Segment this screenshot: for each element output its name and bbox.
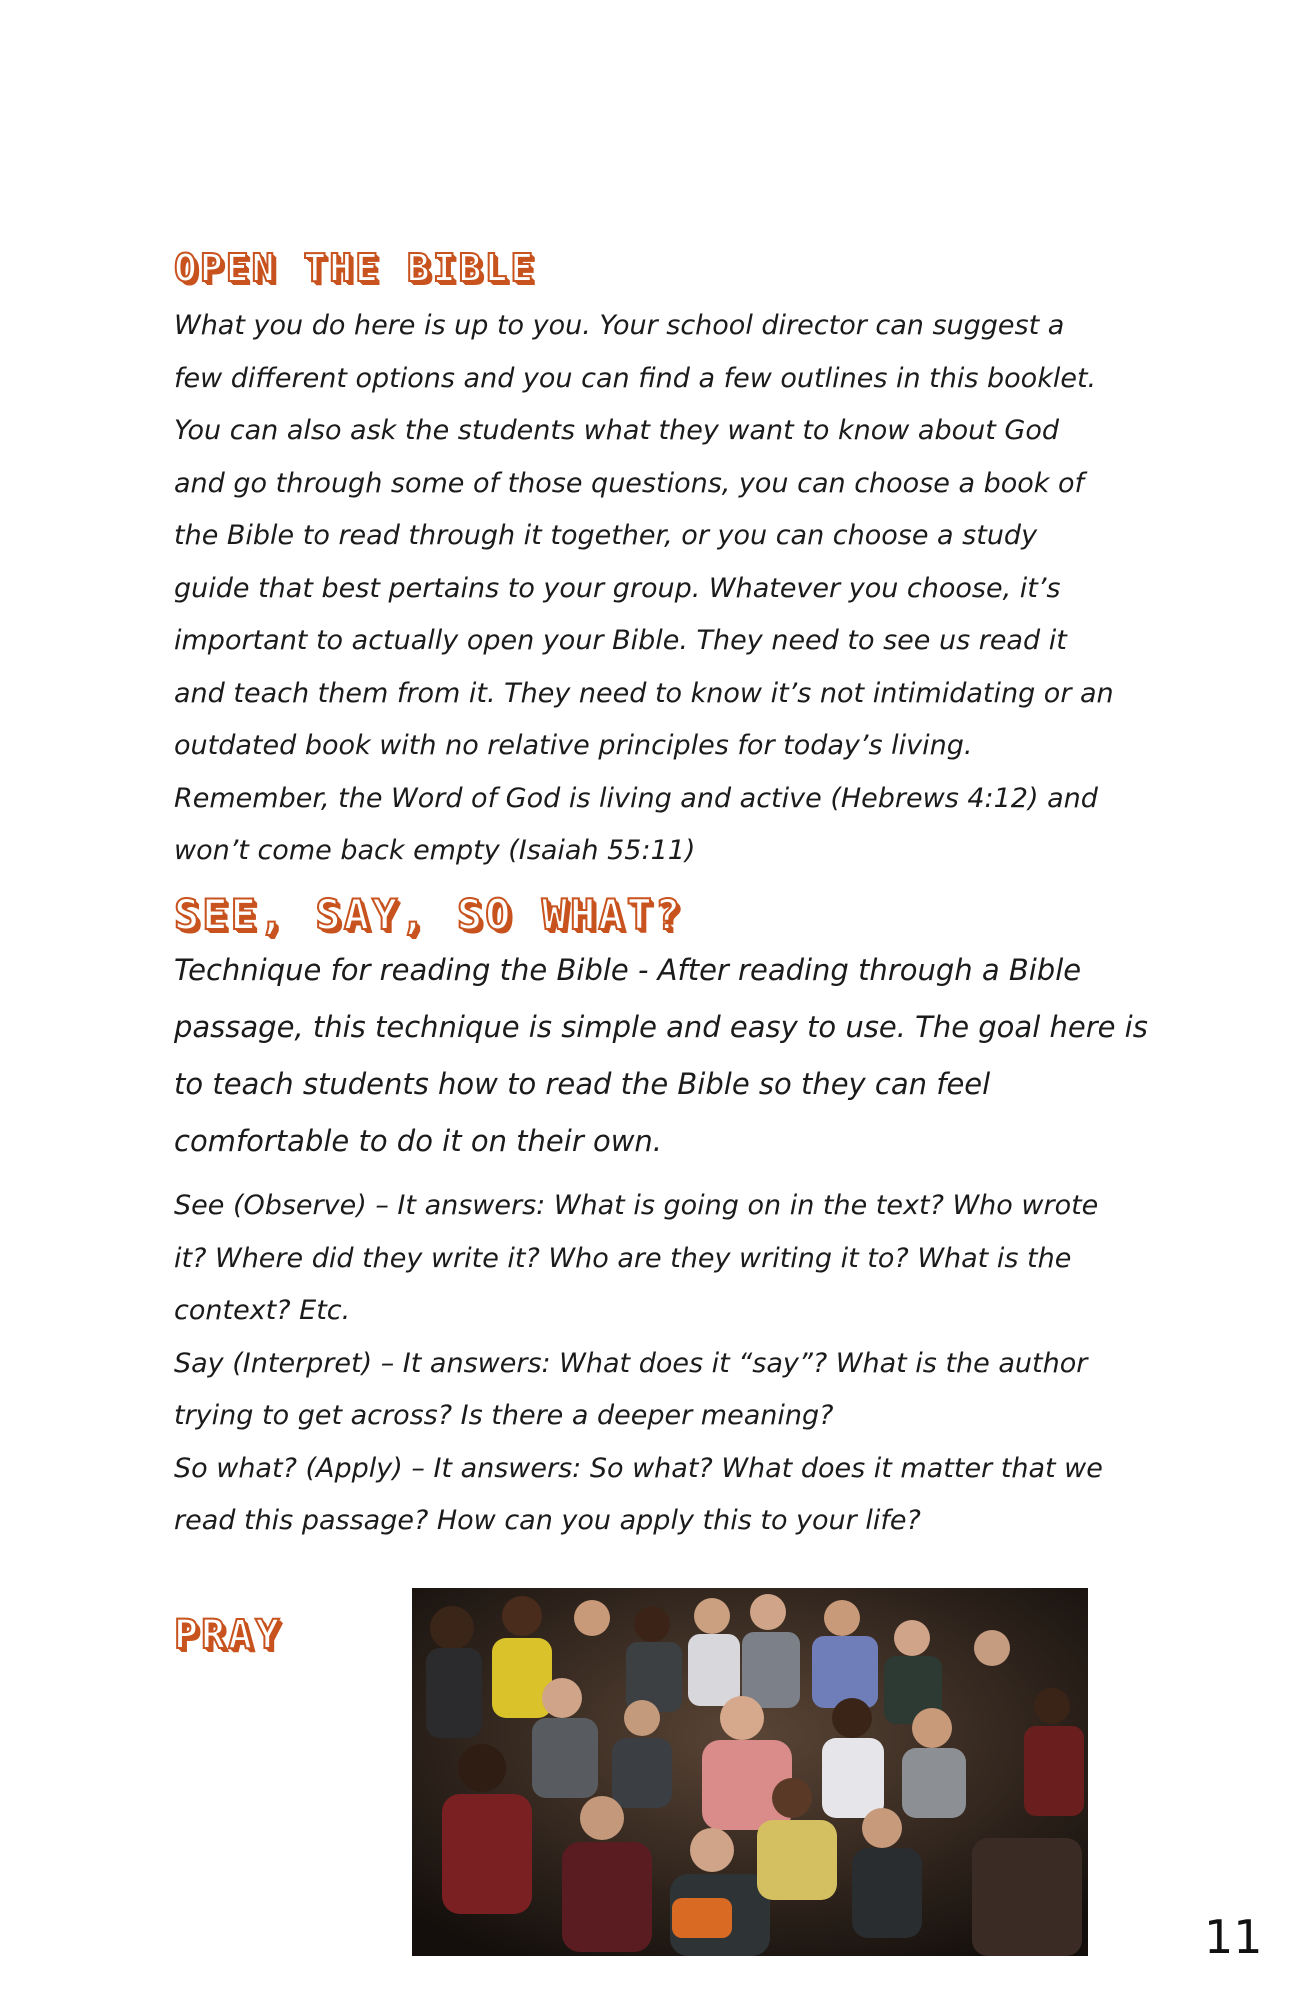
section-heading-open-the-bible: OPEN THE BIBLE bbox=[174, 246, 537, 290]
steps-list bbox=[174, 1180, 1114, 1548]
group-photo-illustration bbox=[412, 1588, 1088, 1956]
section-heading-see-say-so-what: SEE, SAY, SO WHAT? bbox=[174, 890, 684, 939]
group-photo bbox=[412, 1588, 1088, 1956]
page-number: 11 bbox=[1204, 1910, 1263, 1964]
open-the-bible-paragraph: What you do here is up to you. Your school director can suggest a few different options and you can find a few outlines in this booklet. You can also ask the students what they want to know about God and go through some of those questions, you can choose a book of the Bible to read through it together, or you can choose a study guide that best pertains to your group. Whatever you choose, it’s important to actually open your Bible. They need to see us read it and teach them from it. They need to know it’s not intimidating or an outdated book with no relative principles for today’s living. Remember, the Word of God is living and active (Hebrews 4:12) and won’t come back empty (Isaiah 55:11) bbox=[174, 310, 1114, 866]
step-say: Say (Interpret) – It answers: What does it “say”? What is the author trying to get across? Is there a deeper meaning? bbox=[174, 1347, 1088, 1431]
step-see: See (Observe) – It answers: What is going on in the text? Who wrote it? Where did they write it? Who are they writing it to? What is the context? Etc. bbox=[174, 1190, 1099, 1326]
step-so-what: So what? (Apply) – It answers: So what? What does it matter that we read this passage? How can you apply this to your life? bbox=[174, 1452, 1103, 1536]
technique-paragraph: Technique for reading the Bible - After reading through a Bible passage, this technique is simple and easy to use. The goal here is to teach students how to read the Bible so they can feel comfortable to do it on their own. bbox=[174, 953, 1148, 1158]
section-heading-pray: PRAY bbox=[174, 1612, 283, 1658]
